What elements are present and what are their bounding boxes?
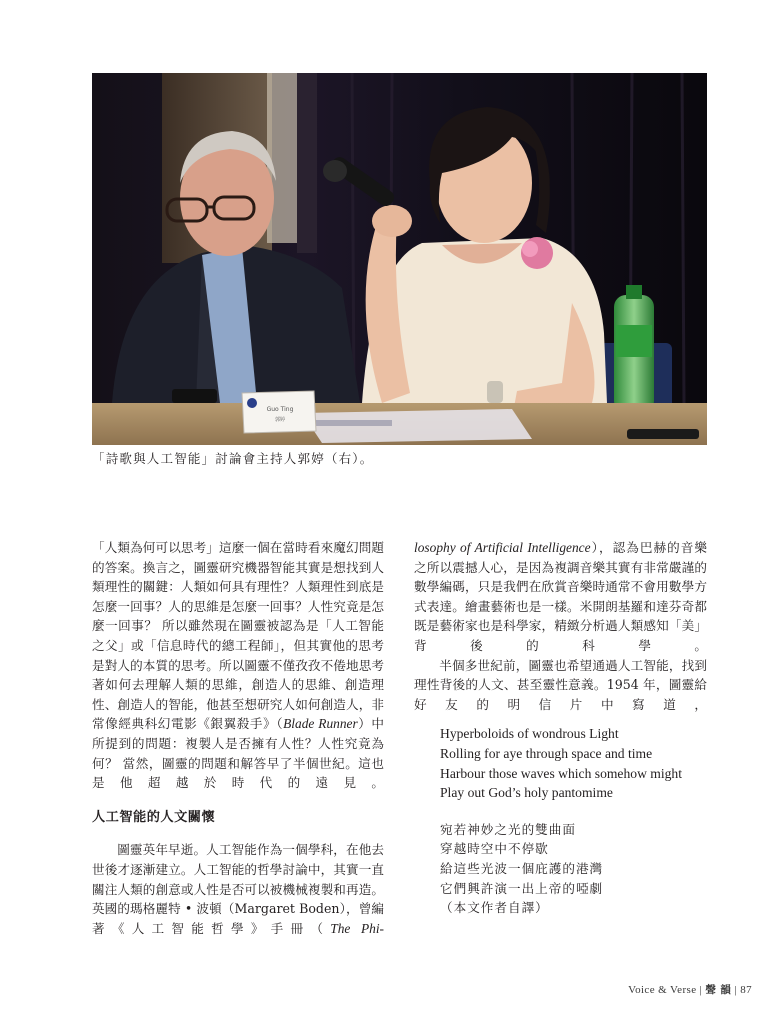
photo-illustration [92, 73, 707, 445]
page-footer [628, 982, 752, 997]
poem-english-line: Harbour those waves which somehow might [440, 765, 682, 781]
right-paragraph-1-text: ），認為巴赫的音樂之所以震撼人心，是因為複調音樂其實有非常嚴謹的數學編碼，只是我們在欣賞音樂時通常不會用數學方式表達。繪畫藝術也是一樣。米開朗基羅和達芬奇都既是藝術家也是科學家，精緻分析過人類感知「美」背後的科學。 [414, 540, 707, 653]
poem-english [440, 724, 707, 802]
poem-chinese [440, 820, 707, 918]
event-photo [92, 73, 707, 445]
book-title-english-start: The Phi- [330, 920, 384, 936]
name-plate-line2: 郭婷 [274, 417, 286, 423]
name-plate [242, 391, 316, 433]
film-title-english: Blade Runner [283, 716, 358, 732]
footer-separator: | [734, 984, 738, 996]
photo-caption: 「詩歌與人工智能」討論會主持人郭婷（右）。 [92, 451, 374, 466]
right-paragraph-1 [414, 538, 707, 656]
poem-chinese-line: 它們興許演一出上帝的啞劇 [440, 880, 604, 896]
left-paragraph-1-text: 「人類為何可以思考」這麼一個在當時看來魔幻問題的答案。換言之，圖靈研究機器智能其實是想找到人類理性的關鍵：人類如何具有理性？人類理性到底是怎麼一回事？人的思維是怎麼一回事？人性究竟是怎麼一回事？ 所以雖然現在圖靈被認為是「人工智能之父」或「信息時代的總工程師」，但其實他的思考是對人的本質的思考。所以圖靈不僅孜孜不倦地思考著如何去理解人類的思維，創造人的思維、創造理性、創造人的智能，他甚至想研究人如何創造人，非常像經典科幻電影《銀翼殺手》 [92, 540, 384, 732]
magazine-name-chinese: 聲 韻 [705, 984, 732, 996]
book-title-english-end: losophy of Artificial Intelligence [414, 540, 591, 555]
poem-chinese-line: 宛若神妙之光的雙曲面 [440, 821, 576, 837]
left-paragraph-1 [92, 538, 384, 793]
left-column [92, 538, 384, 938]
right-paragraph-2 [414, 656, 707, 715]
translation-note: （本文作者自譯） [440, 900, 549, 916]
section-heading: 人工智能的人文關懷 [92, 809, 216, 825]
page-number: 87 [740, 984, 752, 996]
left-paragraph-2-text: 圖靈英年早逝。人工智能作為一個學科，在他去世後才逐漸建立。人工智能的哲學討論中，其實一直關注人類的創意或人性是否可以被機械複製和再造。英國的瑪格麗特 • 波頓（Margaret Boden），曾編著《人工智能哲學》手冊（ [92, 842, 384, 936]
poem-chinese-line: 穿越時空中不停歇 [440, 841, 549, 857]
poem-english-line: Play out God’s holy pantomime [440, 785, 613, 801]
poem-chinese-line: 給這些光波一個庇護的港灣 [440, 860, 604, 876]
poem-english-line: Hyperboloids of wondrous Light [440, 726, 619, 742]
magazine-name-english: Voice & Verse [628, 984, 697, 996]
name-plate-line1: Guo Ting [266, 406, 294, 413]
left-paragraph-2 [92, 840, 384, 938]
left-paragraph-1-end: ）中所提到的問題：複製人是否擁有人性？人性究竟為何？ 當然，圖靈的問題和解答早了半個世紀。這也是他超越於時代的遠見。 [92, 716, 385, 791]
footer-separator: | [699, 984, 703, 996]
right-column [414, 538, 707, 918]
poem-english-line: Rolling for aye through space and time [440, 745, 653, 761]
right-paragraph-2-text: 半個多世紀前，圖靈也希望通過人工智能，找到理性背後的人文、甚至靈性意義。1954 年，圖靈給好友的明信片中寫道， [414, 657, 707, 712]
left-paragraph-1-film-open: （ [276, 716, 284, 732]
